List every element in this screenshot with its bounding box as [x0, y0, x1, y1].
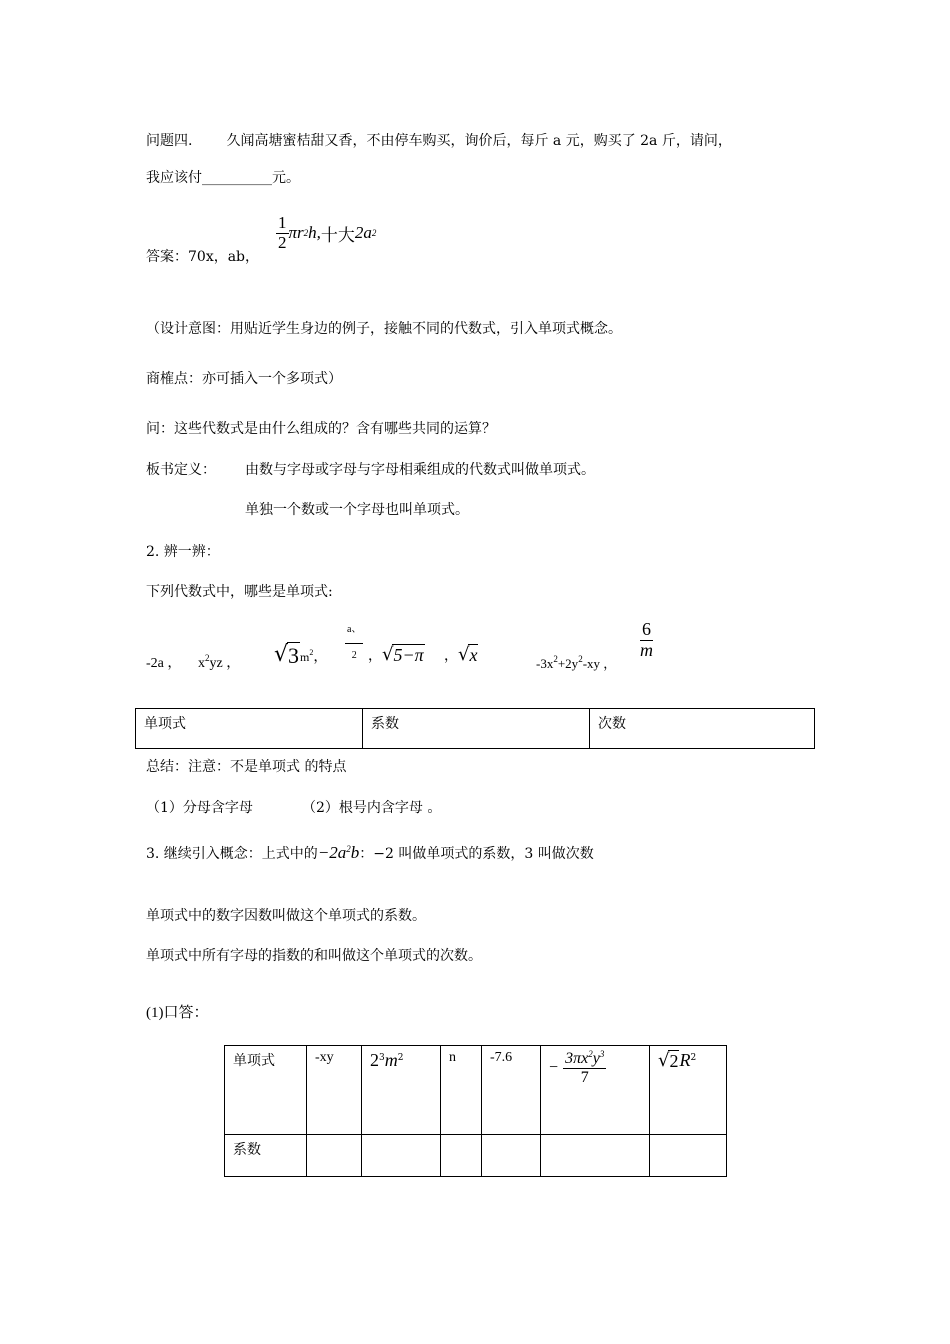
- oral-table: [224, 1045, 727, 1177]
- oral-cell-23m2: $2^3m^2$: [362, 1046, 441, 1135]
- section3-expr: $-2a^2b$: [317, 843, 360, 862]
- expr-polynomial: $-3x^2+2y^2-xy$ ，: [536, 654, 617, 671]
- oral-answer-label: (1)口答：: [146, 1005, 209, 1021]
- question-text-2: 我应该付: [146, 170, 202, 186]
- section3-prefix: 3. 继续引入概念：上式中的: [146, 846, 318, 862]
- ten-large: 十大: [320, 225, 355, 245]
- oral-answer-cell: [541, 1135, 650, 1177]
- answer-formula: $\frac{1}{2}$ πr 2 h, 十大 2a 2: [278, 213, 377, 252]
- expr-neg-2a: -2a ，: [146, 656, 182, 671]
- oral-answer-cell: [482, 1135, 541, 1177]
- half-fraction: [276, 214, 289, 252]
- h-term: h,: [308, 223, 321, 243]
- answer-blank: __________: [202, 170, 272, 186]
- expr-a-over-2: $\frac{a、}{2}$: [347, 624, 362, 661]
- oral-answer-cell: [650, 1135, 727, 1177]
- question-four: [146, 130, 732, 150]
- question-text: 久闻高塘蜜桔甜又香，不由停车购买，询价后，每斤 a 元，购买了 2a 斤，请问，: [226, 133, 732, 149]
- expr-6-over-m: $\frac{6}{m}$: [640, 619, 653, 660]
- question-text-3: 元。: [272, 170, 300, 186]
- two-a: 2a: [354, 223, 372, 243]
- summary-item-1: （1）分母含字母: [146, 800, 253, 816]
- oral-cell-n: n: [441, 1046, 482, 1135]
- question-four-line2: [146, 167, 300, 187]
- expr-x2yz: $x^2yz$ ，: [198, 653, 241, 671]
- oral-answer-cell: [307, 1135, 362, 1177]
- classify-table: [135, 708, 815, 749]
- section2-title: 2. 辨一辨：: [146, 544, 220, 560]
- oral-row1-label: 单项式: [225, 1046, 307, 1135]
- discussion-point: 商榷点：亦可插入一个多项式）: [146, 371, 342, 387]
- question-label: 问题四.: [146, 133, 193, 149]
- pi-r: πr: [288, 223, 304, 243]
- design-intent: （设计意图：用贴近学生身边的例子，接触不同的代数式，引入单项式概念。: [146, 321, 622, 337]
- definition-2: 单独一个数或一个字母也叫单项式。: [245, 502, 469, 518]
- expr-sqrt5-minus-pi: ， √ 5−π: [368, 644, 424, 665]
- oral-answer-cell: [362, 1135, 441, 1177]
- degree-definition: 单项式中所有字母的指数的和叫做这个单项式的次数。: [146, 948, 482, 964]
- oral-cell-neg-xy: -xy: [307, 1046, 362, 1135]
- oral-answer-cell: [441, 1135, 482, 1177]
- fraction-numerator: 1: [278, 213, 287, 232]
- summary-item-2: （2）根号内含字母 。: [302, 800, 442, 816]
- fraction-denominator: 2: [278, 232, 287, 252]
- oral-cell-neg-7-6: -7.6: [482, 1046, 541, 1135]
- oral-row2-label: 系数: [225, 1135, 307, 1177]
- answer-label: 答案：70x，ab，: [146, 249, 260, 265]
- classify-header-monomial: 单项式: [136, 709, 363, 749]
- section2-prompt: 下列代数式中，哪些是单项式:: [146, 584, 333, 600]
- definition-1: 由数与字母或字母与字母相乘组成的代数式叫做单项式。: [245, 462, 595, 478]
- board-label: 板书定义：: [146, 462, 216, 478]
- oral-cell-sqrt2-R2: √ 2 $R^2$: [650, 1046, 727, 1135]
- classify-header-degree: 次数: [590, 709, 815, 749]
- classify-header-coefficient: 系数: [363, 709, 590, 749]
- expr-sqrt-x: ， √ x: [444, 644, 478, 665]
- section3: [146, 843, 594, 863]
- summary: 总结：注意：不是单项式 的特点: [146, 759, 347, 775]
- oral-cell-fraction: − $\frac{3\pi x^2y^3}{7}$: [541, 1046, 650, 1135]
- coefficient-definition: 单项式中的数字因数叫做这个单项式的系数。: [146, 908, 426, 924]
- section3-suffix: ：−2 叫做单项式的系数，3 叫做次数: [359, 846, 594, 862]
- question-prompt: 问：这些代数式是由什么组成的？含有哪些共同的运算？: [146, 421, 496, 437]
- expr-sqrt3-m2: √ 3 $m^2$，: [274, 642, 328, 668]
